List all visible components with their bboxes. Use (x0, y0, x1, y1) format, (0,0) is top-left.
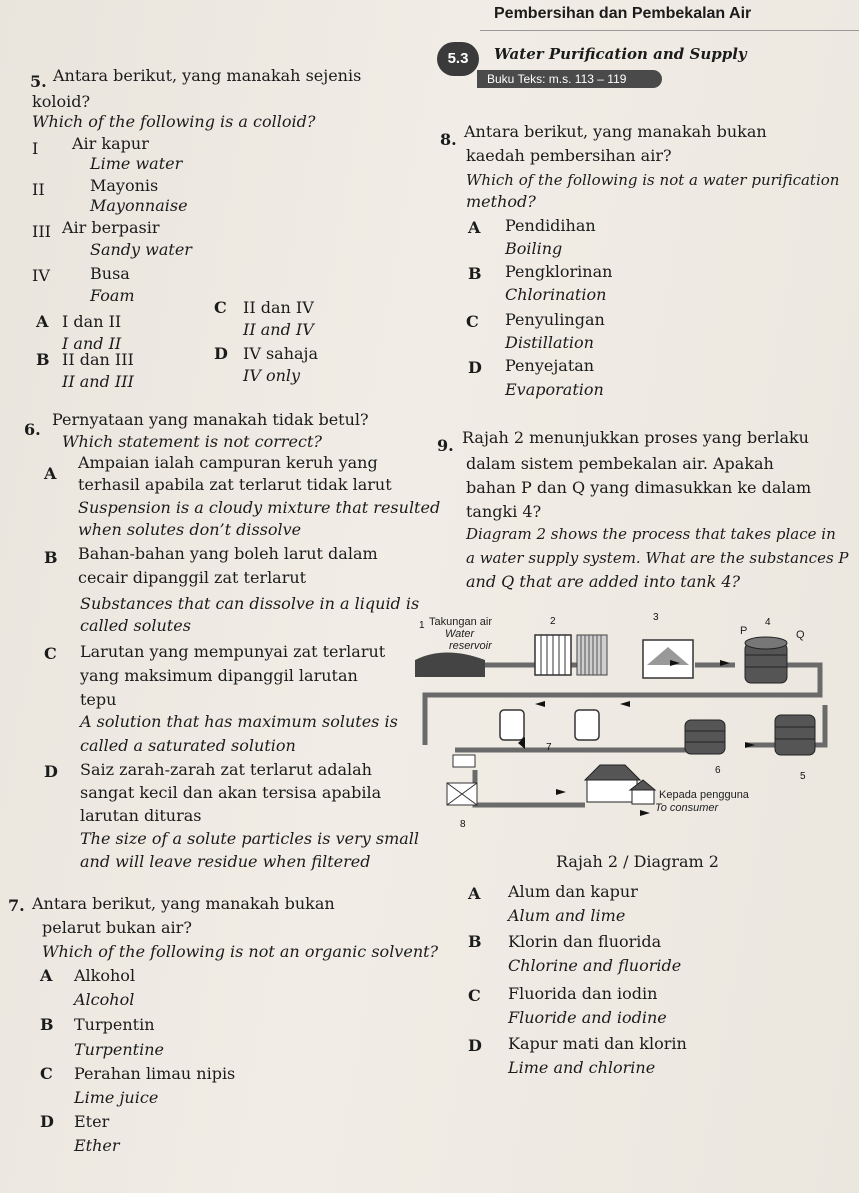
option-ms-line[interactable]: Bahan-bahan yang boleh larut dalam (78, 544, 378, 563)
item-en: Lime water (90, 154, 183, 173)
option-letter[interactable]: D (40, 1112, 54, 1131)
item-ms: Air berpasir (62, 218, 160, 237)
option-letter[interactable]: C (40, 1064, 53, 1083)
tank-7a (500, 710, 524, 740)
option-ms[interactable]: Pengklorinan (505, 262, 613, 281)
question-stem-ms-line: tangki 4? (466, 502, 542, 521)
section-title-ms: Pembersihan dan Pembekalan Air (494, 5, 752, 22)
consumer-houses (585, 765, 655, 804)
question-stem-ms-2: kaedah pembersihan air? (466, 146, 672, 165)
option-letter[interactable]: D (214, 344, 228, 363)
label-5: 5 (800, 771, 806, 782)
question-stem-ms-2: pelarut bukan air? (42, 918, 192, 937)
option-ms[interactable]: Kapur mati dan klorin (508, 1034, 687, 1053)
label-p: P (740, 625, 748, 637)
option-letter[interactable]: B (44, 548, 58, 567)
question-stem-en-2: method? (466, 192, 536, 211)
item-roman: IV (32, 266, 50, 285)
option-en-line: A solution that has maximum solutes is (80, 712, 398, 731)
question-stem-ms-line: dalam sistem pembekalan air. Apakah (466, 454, 774, 473)
question-stem-en-line: and Q that are added into tank 4? (466, 572, 741, 591)
label-6: 6 (715, 765, 721, 776)
water-supply-diagram (415, 605, 835, 845)
question-stem-ms-line: bahan P dan Q yang dimasukkan ke dalam (466, 478, 812, 497)
question-stem-ms: Pernyataan yang manakah tidak betul? (52, 410, 369, 429)
option-letter[interactable]: A (468, 218, 481, 237)
option-ms[interactable]: I dan II (62, 312, 122, 331)
tank-5 (775, 715, 815, 755)
item-roman: I (32, 139, 39, 158)
option-ms[interactable]: Alum dan kapur (508, 882, 638, 901)
option-letter[interactable]: D (44, 762, 58, 781)
option-en: Distillation (505, 333, 594, 352)
tank-6 (685, 720, 725, 754)
option-ms[interactable]: Eter (74, 1112, 110, 1131)
label-7: 7 (546, 742, 552, 753)
option-ms[interactable]: II dan IV (243, 298, 314, 317)
question-stem-en: Which of the following is a colloid? (32, 112, 316, 131)
question-number: 5. (30, 72, 47, 91)
consumer-label-ms: Kepada pengguna (659, 789, 749, 801)
tank-7b (575, 710, 599, 740)
option-en-line: Suspension is a cloudy mixture that resulted (78, 498, 441, 517)
section-number-badge: 5.3 (437, 42, 479, 76)
question-number: 8. (440, 130, 457, 149)
option-en: II and IV (243, 320, 314, 339)
option-ms[interactable]: Fluorida dan iodin (508, 984, 658, 1003)
option-letter[interactable]: D (468, 1036, 482, 1055)
option-en: Evaporation (505, 380, 604, 399)
question-number: 9. (437, 436, 454, 455)
reservoir-label-en-2: reservoir (449, 640, 492, 652)
option-en-line: and will leave residue when filtered (80, 852, 371, 871)
option-en: Chlorine and fluoride (508, 956, 682, 975)
option-letter[interactable]: A (36, 312, 49, 331)
option-ms[interactable]: Penyulingan (505, 310, 605, 329)
option-en: Chlorination (505, 285, 607, 304)
option-en: Lime juice (74, 1088, 159, 1107)
option-letter[interactable]: C (466, 312, 479, 331)
question-stem-en-line: a water supply system. What are the substances P (466, 549, 849, 567)
option-en-line: when solutes don’t dissolve (78, 520, 302, 539)
label-4: 4 (765, 617, 771, 628)
question-stem-ms: Antara berikut, yang manakah bukan (464, 122, 767, 141)
item-ms: Busa (90, 264, 130, 283)
option-letter[interactable]: B (468, 932, 482, 951)
option-letter[interactable]: A (40, 966, 53, 985)
item-en: Sandy water (90, 240, 192, 259)
option-letter[interactable]: B (36, 350, 50, 369)
option-ms-line[interactable]: larutan dituras (80, 806, 202, 825)
option-letter[interactable]: C (44, 644, 57, 663)
option-en-line: called a saturated solution (80, 736, 296, 755)
option-letter[interactable]: C (214, 298, 227, 317)
item-roman: II (32, 180, 45, 199)
option-en: Fluoride and iodine (508, 1008, 667, 1027)
reservoir-label-ms: Takungan air (429, 616, 492, 628)
section-title-en: Water Purification and Supply (494, 45, 747, 63)
item-ms: Mayonis (90, 176, 159, 195)
option-ms-line[interactable]: Larutan yang mempunyai zat terlarut (80, 642, 386, 661)
option-ms-line[interactable]: Ampaian ialah campuran keruh yang (78, 453, 378, 472)
option-ms[interactable]: Perahan limau nipis (74, 1064, 236, 1083)
option-en: Boiling (505, 239, 563, 258)
option-ms[interactable]: Turpentin (74, 1015, 155, 1034)
item-en: Foam (90, 286, 135, 305)
option-en: Ether (74, 1136, 120, 1155)
diagram-caption: Rajah 2 / Diagram 2 (556, 852, 719, 871)
option-en: Alcohol (74, 990, 135, 1009)
option-en: IV only (243, 366, 301, 385)
label-1: 1 (419, 620, 425, 631)
reservoir-shape (415, 653, 485, 678)
option-ms-line[interactable]: sangat kecil dan akan tersisa apabila (80, 783, 382, 802)
item-roman: III (32, 222, 51, 241)
option-letter[interactable]: A (44, 464, 57, 483)
option-letter[interactable]: C (468, 986, 481, 1005)
label-2: 2 (550, 616, 556, 627)
question-stem-en: Which statement is not correct? (62, 432, 322, 451)
option-en-line: called solutes (80, 616, 191, 635)
option-ms[interactable]: Pendidihan (505, 216, 596, 235)
option-ms[interactable]: IV sahaja (243, 344, 319, 363)
question-stem-ms: Antara berikut, yang manakah bukan (32, 894, 335, 913)
option-en-line: Substances that can dissolve in a liquid is (80, 594, 420, 613)
option-en: Alum and lime (508, 906, 626, 925)
option-en-line: The size of a solute particles is very small (80, 829, 420, 848)
label-3: 3 (653, 612, 659, 623)
question-number: 7. (8, 896, 25, 915)
option-ms-line[interactable]: terhasil apabila zat terlarut tidak larut (78, 475, 392, 494)
question-stem-en: Which of the following is not an organic solvent? (42, 942, 439, 961)
question-stem-ms: Antara berikut, yang manakah sejenis (53, 66, 362, 85)
label-q: Q (796, 629, 805, 641)
question-stem-ms-2: koloid? (32, 92, 91, 111)
question-number: 6. (24, 420, 41, 439)
option-ms[interactable]: Penyejatan (505, 356, 595, 375)
option-ms-line[interactable]: tepu (80, 690, 117, 709)
option-en: Turpentine (74, 1040, 164, 1059)
option-letter[interactable]: B (468, 264, 482, 283)
item-en: Mayonnaise (90, 196, 188, 215)
consumer-label-en: To consumer (655, 802, 719, 814)
option-ms[interactable]: Klorin dan fluorida (508, 932, 662, 951)
option-en: Lime and chlorine (508, 1058, 656, 1077)
option-ms[interactable]: II dan III (62, 350, 134, 369)
question-stem-ms-line: Rajah 2 menunjukkan proses yang berlaku (462, 428, 809, 447)
item-ms: Air kapur (72, 134, 149, 153)
option-letter[interactable]: D (468, 358, 482, 377)
option-ms-line[interactable]: yang maksimum dipanggil larutan (80, 666, 358, 685)
option-ms[interactable]: Alkohol (74, 966, 136, 985)
option-ms-line[interactable]: Saiz zarah-zarah zat terlarut adalah (80, 760, 372, 779)
question-stem-en-line: Diagram 2 shows the process that takes place in (466, 525, 836, 543)
question-stem-en: Which of the following is not a water purification (466, 171, 840, 189)
option-letter[interactable]: A (468, 884, 481, 903)
option-letter[interactable]: B (40, 1015, 54, 1034)
tank-4 (745, 637, 787, 683)
reservoir-label-en-1: Water (445, 628, 475, 640)
option-en: II and III (62, 372, 134, 391)
option-ms-line[interactable]: cecair dipanggil zat terlarut (78, 568, 307, 587)
label-8: 8 (460, 819, 466, 830)
textbook-reference: Buku Teks: m.s. 113 – 119 (477, 70, 662, 88)
option-en: I and II (62, 334, 122, 353)
